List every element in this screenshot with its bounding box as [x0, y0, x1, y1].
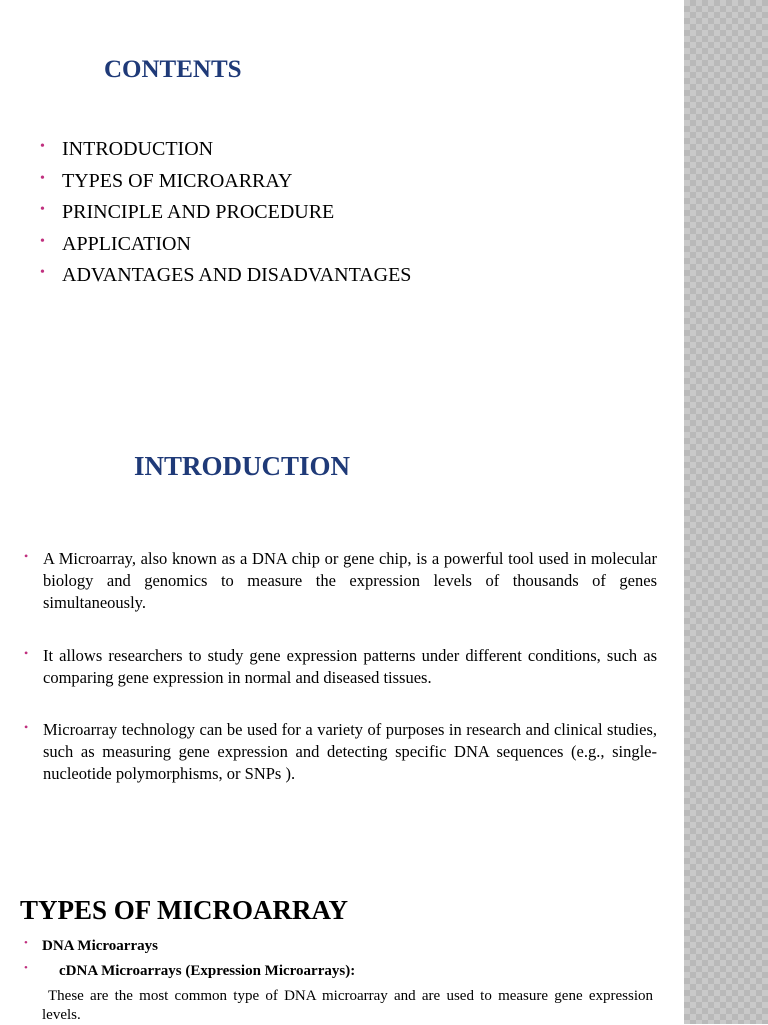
types-item-label: cDNA Microarrays (Expression Microarrays):: [59, 963, 356, 979]
contents-item-label: TYPES OF MICROARRAY: [62, 169, 293, 192]
bullet-icon: •: [24, 962, 28, 974]
list-item: [40, 137, 411, 169]
types-item-label: DNA Microarrays: [42, 938, 158, 954]
types-heading: TYPES OF MICROARRAY: [20, 895, 349, 925]
bullet-icon: •: [24, 549, 29, 563]
list-item: [40, 263, 411, 295]
bullet-icon: •: [40, 202, 45, 218]
introduction-heading: INTRODUCTION: [134, 451, 351, 481]
intro-paragraph: [24, 645, 657, 689]
list-item: [40, 200, 411, 232]
contents-heading: CONTENTS: [104, 56, 242, 83]
intro-paragraph-text: Microarray technology can be used for a variety of purposes in research and clinical studies, such as measuring gene expression and detecting specific DNA sequences (e.g., single-nucleotide polymorphisms, or SNPs ).: [43, 720, 657, 783]
bullet-icon: •: [40, 265, 45, 281]
types-list-item: [24, 936, 158, 956]
contents-item-label: PRINCIPLE AND PROCEDURE: [62, 201, 335, 224]
intro-paragraph: [24, 719, 657, 785]
bullet-icon: •: [40, 233, 45, 249]
decorative-side-pattern: [684, 0, 768, 1024]
contents-item-label: INTRODUCTION: [62, 138, 214, 160]
contents-list: [40, 137, 411, 295]
bullet-icon: •: [24, 720, 29, 734]
contents-item-label: ADVANTAGES AND DISADVANTAGES: [62, 264, 412, 287]
intro-paragraph-text: A Microarray, also known as a DNA chip or gene chip, is a powerful tool used in molecular biology and genomics to measure the expression levels of thousands of genes simultaneously.: [43, 549, 657, 612]
bullet-icon: •: [40, 170, 45, 186]
contents-item-label: APPLICATION: [62, 232, 191, 255]
intro-paragraph-text: It allows researchers to study gene expression patterns under different conditions, such as comparing gene expression in normal and diseased tissues.: [43, 646, 657, 687]
bullet-icon: •: [24, 937, 28, 949]
bullet-icon: •: [40, 139, 45, 154]
types-description: These are the most common type of DNA microarray and are used to measure gene expression levels.: [42, 988, 653, 1023]
list-item: [40, 232, 411, 264]
types-list-item: [24, 961, 355, 981]
intro-paragraph: [24, 548, 657, 614]
bullet-icon: •: [24, 646, 29, 660]
list-item: [40, 169, 411, 201]
